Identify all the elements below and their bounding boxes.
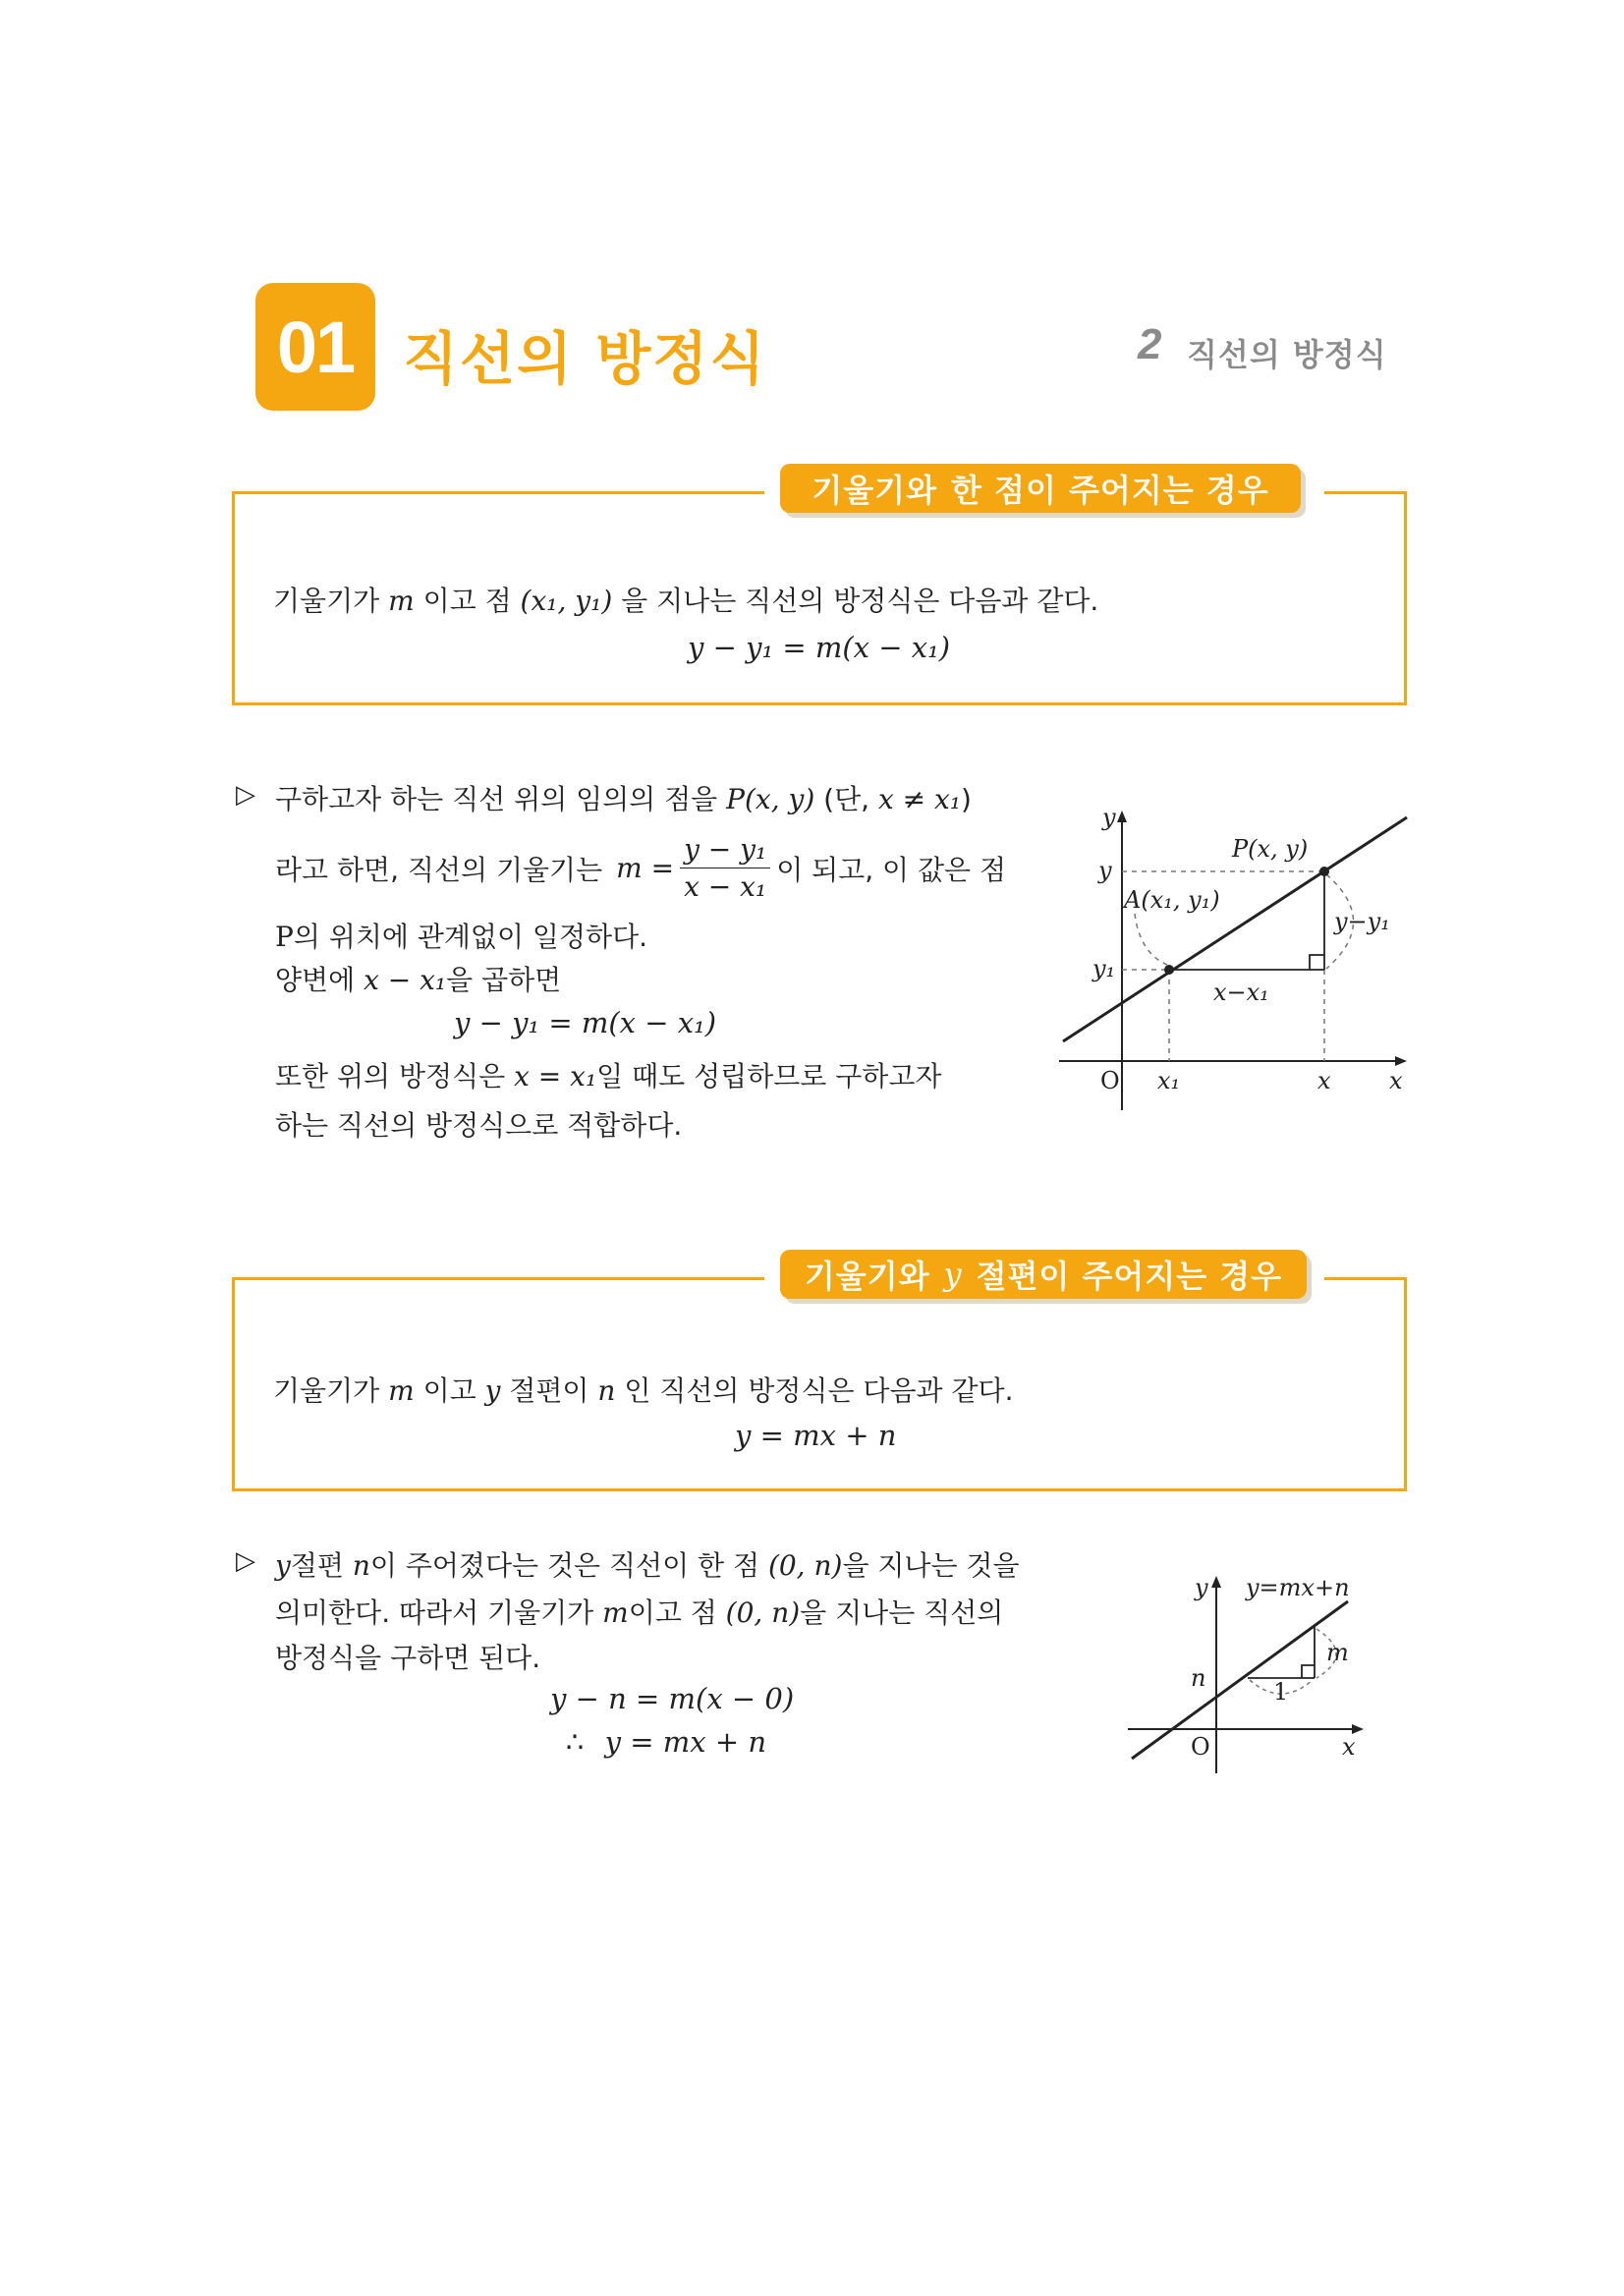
explanation-2-line-2 [275,1592,1003,1631]
expl-1-l7-text: 하는 직선의 방정식으로 적합하다. [275,1109,683,1142]
y-axis-arrow [1211,1576,1221,1588]
point-a-pointer [1135,914,1167,965]
explanation-1-bullet: ▷ [236,780,255,810]
expl-1-l1-text-b: (단, [823,783,870,815]
box-2-text-d: 인 직선의 방정식은 다음과 같다. [624,1374,1014,1407]
run-label: x−x₁ [1213,979,1269,1006]
box-1-text-a: 기울기가 [273,585,380,617]
box-2-var-m: m [388,1374,415,1407]
explanation-1-line-2 [275,833,1006,903]
slope-numerator: y − y₁ [680,833,770,868]
expl-1-l3-text: 의 위치에 관계없이 일정하다. [293,921,648,953]
section-title: 직선의 방정식 [403,325,767,392]
explanation-1-equation: y − y₁ = m(x − x₁) [454,1006,717,1039]
box-2-var-n: n [597,1374,616,1407]
therefore-symbol: ∴ [566,1725,585,1759]
intercept-label: n [1191,1664,1206,1692]
chapter-number: 2 [1138,320,1162,368]
box-2-text-a: 기울기가 [273,1374,380,1407]
explanation-2-equation-2 [566,1725,766,1759]
point-p-dot [1319,867,1329,876]
explanation-1-line-3 [275,916,647,955]
box-1-equation: y − y₁ = m(x − x₁) [688,631,951,664]
explanation-1-line-1 [275,778,972,817]
box-2-text-b: 이고 [422,1374,476,1407]
expl-1-l2-text-b: 이 되고, 이 값은 점 [776,853,1007,886]
expl-2-var-n: n [352,1549,370,1582]
tick-x-label: x [1317,1067,1331,1094]
section-number: 01 [276,306,355,388]
y-axis-label: y [1195,1574,1208,1601]
box-2-tag [780,1250,1307,1299]
tick-y-label: y [1098,857,1112,884]
expl-2-l3-text: 방정식을 구하면 된다. [275,1642,541,1674]
box-1-text-c: 을 지나는 직선의 방정식은 다음과 같다. [621,585,1099,617]
point-p-label: P(x, y) [1232,835,1309,863]
slope-fraction [680,833,770,903]
explanation-2-line-3 [275,1637,540,1676]
expl-1-l6-text-b: 일 때도 성립하므로 구하고자 [596,1060,942,1092]
expl-1-multiplier: x − x₁ [364,964,447,996]
box-1-tag-text-a: 기울기와 [812,472,937,509]
right-angle-mark [1310,955,1324,970]
box-2-tag-text-b: 절편이 주어지는 경우 [976,1258,1283,1295]
box-2-equation: y = mx + n [735,1419,897,1452]
right-angle-mark [1302,1665,1315,1678]
point-a-label: A(x₁, y₁) [1124,886,1220,914]
box-1-var-m: m [388,585,415,617]
rise-label: y−y₁ [1334,908,1390,935]
expl-2-var-y: y [275,1549,291,1582]
expl-1-condition: x ≠ x₁ [877,783,962,815]
x-axis-label: x [1389,1067,1403,1094]
expl-1-slope-m: m = [616,852,675,884]
box-1-text-b: 이고 점 [422,585,512,617]
graph-slope-intercept [1120,1562,1405,1788]
expl-2-l1-text-b: 이 주어졌다는 것은 직선이 한 점 [369,1549,760,1582]
expl-2-point-2: (0, n) [725,1596,801,1629]
expl-1-point-p-ref: P [275,921,294,953]
expl-2-l1-text-c: 을 지나는 것을 [842,1549,1020,1582]
expl-1-l4-text-a: 양변에 [275,964,356,996]
graph-line [1132,1601,1348,1759]
origin-label: O [1100,1067,1120,1094]
box-1-statement [273,580,1098,619]
explanation-2-line-1 [275,1544,1020,1584]
expl-1-x-equals-x1: x = x₁ [514,1060,597,1092]
expl-2-l2-text-c: 을 지나는 직선의 [800,1596,1004,1629]
box-2-tag-text-a: 기울기와 [804,1258,930,1295]
y-axis-label: y [1102,804,1116,831]
explanation-1-line-6 [275,1055,941,1094]
box-1-tag [780,464,1301,513]
origin-label: O [1191,1733,1210,1761]
box-2-statement [273,1370,1013,1409]
explanation-2-equation-1: y − n = m(x − 0) [550,1682,795,1715]
expl-1-point-p: P(x, y) [726,783,815,815]
x-axis-label: x [1342,1733,1356,1761]
expl-2-l2-text-b: 이고 점 [628,1596,717,1629]
slope-denominator: x − x₁ [684,870,767,903]
box-2-text-c: 절편이 [509,1374,589,1407]
box-1-tag-text-b: 한 점이 주어지는 경우 [951,472,1269,509]
expl-1-l6-text-a: 또한 위의 방정식은 [275,1060,506,1092]
graph-point-slope [1041,796,1415,1120]
expl-1-l1-text-c: ) [961,783,972,815]
expl-2-var-m: m [602,1596,629,1629]
expl-2-point: (0, n) [767,1549,843,1582]
expl-2-l1-text-a: 절편 [290,1549,344,1582]
run-label: 1 [1273,1678,1289,1706]
expl-1-l2-text-a: 라고 하면, 직선의 기울기는 [275,853,603,886]
point-a-dot [1164,965,1174,975]
rise-label: m [1326,1639,1349,1666]
y-axis-arrow [1117,811,1127,822]
section-number-badge [255,283,375,411]
explanation-2-bullet: ▷ [236,1546,255,1576]
expl-2-final-equation: y = mx + n [604,1725,767,1759]
box-1-point: (x₁, y₁) [520,585,613,617]
expl-2-l2-text-a: 의미한다. 따라서 기울기가 [275,1596,594,1629]
tick-x1-label: x₁ [1157,1067,1181,1094]
expl-1-l4-text-b: 을 곱하면 [446,964,562,996]
x-axis-arrow [1395,1056,1407,1066]
explanation-1-line-4 [275,959,561,998]
expl-1-l1-text-a: 구하고자 하는 직선 위의 임의의 점을 [275,783,718,815]
box-2-var-y: y [484,1374,501,1407]
chapter-title: 직선의 방정식 [1187,336,1387,373]
explanation-1-line-7 [275,1104,682,1144]
line-equation-label: y=mx+n [1246,1574,1350,1601]
tick-y1-label: y₁ [1092,955,1116,982]
box-2-tag-y: y [943,1256,963,1293]
